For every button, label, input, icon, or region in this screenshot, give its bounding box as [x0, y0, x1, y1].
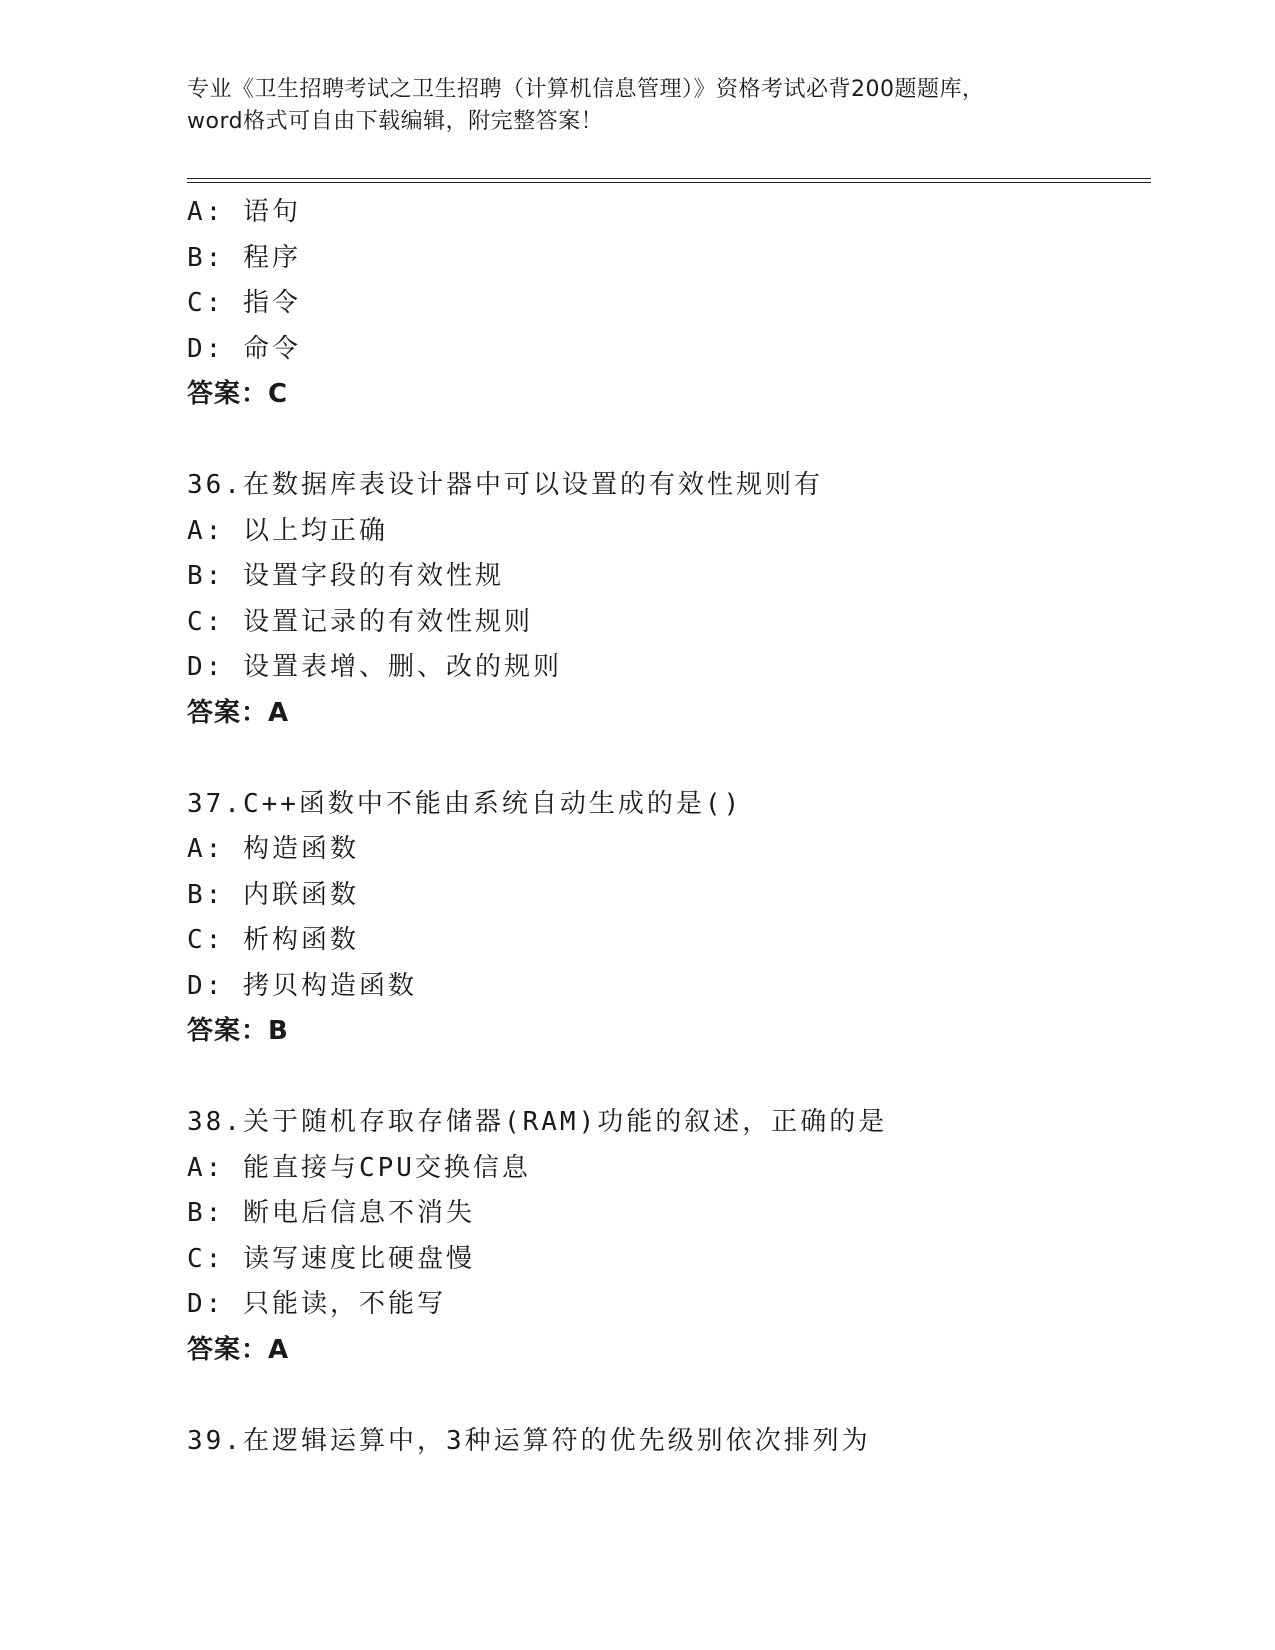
- option-text: 设置字段的有效性规: [242, 561, 504, 591]
- question-37-block: [187, 782, 1151, 1055]
- question-number: 37.: [187, 788, 243, 819]
- option-label: B:: [187, 879, 225, 910]
- option-d: [187, 964, 1151, 1010]
- spacer: [187, 1373, 1151, 1419]
- option-label: D:: [187, 652, 225, 682]
- option-a: [187, 1146, 1151, 1192]
- question-number: 36.: [187, 470, 243, 500]
- question-35-block: [187, 190, 1151, 418]
- option-label: A:: [187, 1152, 225, 1183]
- answer-line: 答案：A: [187, 697, 290, 728]
- option-label: D:: [187, 970, 225, 1001]
- option-a: [187, 509, 1151, 555]
- option-label: C:: [187, 925, 225, 955]
- question-text: 关于随机存取存储器(RAM)功能的叙述，正确的是: [242, 1107, 888, 1137]
- question-stem: [187, 463, 1151, 509]
- question-stem: [187, 1100, 1151, 1146]
- option-text: 读写速度比硬盘慢: [242, 1243, 475, 1274]
- option-text: 只能读，不能写: [242, 1289, 446, 1319]
- option-d: [187, 645, 1151, 691]
- option-c: [187, 281, 1151, 327]
- option-text: 指令: [242, 288, 301, 318]
- question-number: 38.: [187, 1107, 243, 1137]
- spacer: [187, 1055, 1151, 1101]
- option-label: C:: [187, 288, 225, 318]
- spacer: [187, 736, 1151, 782]
- header-line-2: word格式可自由下载编辑，附完整答案！: [187, 109, 604, 134]
- option-label: C:: [187, 1243, 225, 1274]
- question-text: C++函数中不能由系统自动生成的是(): [242, 788, 743, 819]
- option-text: 构造函数: [242, 834, 359, 864]
- option-text: 设置表增、删、改的规则: [242, 652, 562, 682]
- option-label: D:: [187, 1289, 225, 1319]
- document-header: [187, 74, 1087, 138]
- option-b: [187, 873, 1151, 919]
- answer-line: 答案：C: [187, 379, 289, 409]
- option-text: 拷贝构造函数: [242, 970, 417, 1001]
- option-b: [187, 236, 1151, 282]
- option-label: A:: [187, 515, 225, 546]
- option-text: 语句: [242, 197, 301, 227]
- option-d: [187, 1282, 1151, 1328]
- option-label: B:: [187, 1198, 225, 1228]
- option-label: B:: [187, 561, 225, 591]
- option-label: A:: [187, 834, 225, 864]
- option-text: 设置记录的有效性规则: [242, 606, 533, 637]
- option-label: D:: [187, 333, 225, 364]
- question-number: 39.: [187, 1425, 243, 1456]
- option-text: 能直接与CPU交换信息: [242, 1152, 531, 1183]
- question-36-block: [187, 463, 1151, 736]
- option-c: [187, 1237, 1151, 1283]
- option-text: 析构函数: [242, 925, 359, 955]
- spacer: [187, 418, 1151, 464]
- option-c: [187, 600, 1151, 646]
- option-text: 程序: [242, 242, 301, 273]
- option-label: B:: [187, 242, 225, 273]
- question-39-block: [187, 1419, 1151, 1465]
- header-divider: [187, 178, 1151, 183]
- option-text: 命令: [242, 333, 301, 364]
- option-d: [187, 327, 1151, 373]
- option-b: [187, 1191, 1151, 1237]
- option-b: [187, 554, 1151, 600]
- answer-line: 答案：A: [187, 1334, 290, 1365]
- question-38-block: [187, 1100, 1151, 1373]
- option-a: [187, 190, 1151, 236]
- answer-line: 答案：B: [187, 1016, 289, 1046]
- option-label: A:: [187, 197, 225, 227]
- question-text: 在数据库表设计器中可以设置的有效性规则有: [242, 470, 823, 500]
- question-list: [187, 190, 1151, 1464]
- header-line-1: 专业《卫生招聘考试之卫生招聘（计算机信息管理）》资格考试必背200题题库，: [187, 77, 985, 102]
- option-a: [187, 827, 1151, 873]
- option-c: [187, 918, 1151, 964]
- question-stem: [187, 782, 1151, 828]
- option-text: 内联函数: [242, 879, 359, 910]
- option-label: C:: [187, 606, 225, 637]
- question-text: 在逻辑运算中，3种运算符的优先级别依次排列为: [242, 1425, 871, 1456]
- option-text: 断电后信息不消失: [242, 1198, 475, 1228]
- option-text: 以上均正确: [242, 515, 388, 546]
- question-stem: [187, 1419, 1151, 1465]
